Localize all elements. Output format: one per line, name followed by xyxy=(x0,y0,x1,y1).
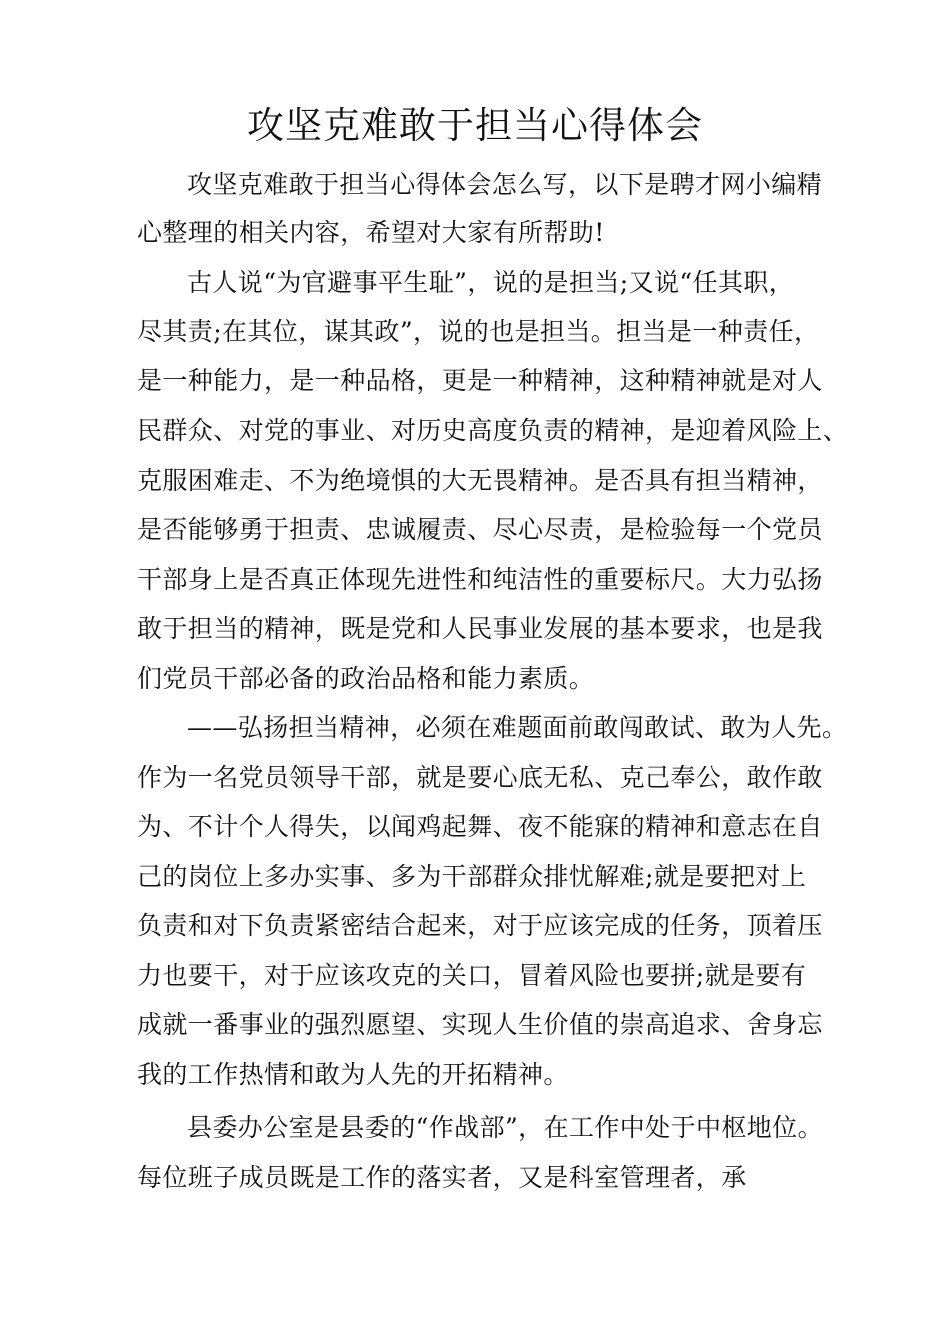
paragraph-line: 古人说“为官避事平生耻”，说的是担当;又说“任其职， xyxy=(187,268,795,297)
paragraph-line: 我的工作热情和敢为人先的开拓精神。 xyxy=(137,1060,569,1089)
paragraph-line: 敢于担当的精神，既是党和人民事业发展的基本要求，也是我 xyxy=(137,614,823,643)
paragraph-line: 每位班子成员既是工作的落实者，又是科室管理者，承 xyxy=(137,1163,747,1192)
paragraph-line: 负责和对下负责紧密结合起来，对于应该完成的任务，顶着压 xyxy=(137,911,823,940)
paragraph-line: 攻坚克难敢于担当心得体会怎么写，以下是聘才网小编精 xyxy=(187,170,823,199)
paragraph-line: ——弘扬担当精神，必须在难题面前敢闯敢试、敢为人先。 xyxy=(187,713,848,742)
paragraph-line: 力也要干，对于应该攻克的关口，冒着风险也要拼;就是要有 xyxy=(137,961,807,990)
paragraph-line: 心整理的相关内容，希望对大家有所帮助! xyxy=(137,218,605,247)
paragraph-line: 是一种能力，是一种品格，更是一种精神，这种精神就是对人 xyxy=(137,366,823,395)
paragraph-line: 为、不计个人得失，以闻鸡起舞、夜不能寐的精神和意志在自 xyxy=(137,812,823,841)
paragraph-line: 成就一番事业的强烈愿望、实现人生价值的崇高追求、舍身忘 xyxy=(137,1010,823,1039)
paragraph-line: 克服困难走、不为绝境惧的大无畏精神。是否具有担当精神， xyxy=(137,466,823,495)
paragraph-line: 尽其责;在其位，谋其政”，说的也是担当。担当是一种责任， xyxy=(137,317,820,346)
paragraph-line: 们党员干部必备的政治品格和能力素质。 xyxy=(137,664,595,693)
paragraph-line: 己的岗位上多办实事、多为干部群众排忧解难;就是要把对上 xyxy=(137,862,807,891)
paragraph-line: 干部身上是否真正体现先进性和纯洁性的重要标尺。大力弘扬 xyxy=(137,565,823,594)
paragraph-line: 民群众、对党的事业、对历史高度负责的精神，是迎着风险上、 xyxy=(137,416,849,445)
paragraph-line: 作为一名党员领导干部，就是要心底无私、克己奉公，敢作敢 xyxy=(137,763,823,792)
paragraph-line: 县委办公室是县委的“作战部”，在工作中处于中枢地位。 xyxy=(187,1113,823,1142)
document-title: 攻坚克难敢于担当心得体会 xyxy=(247,104,703,147)
paragraph-line: 是否能够勇于担责、忠诚履责、尽心尽责，是检验每一个党员 xyxy=(137,515,823,544)
